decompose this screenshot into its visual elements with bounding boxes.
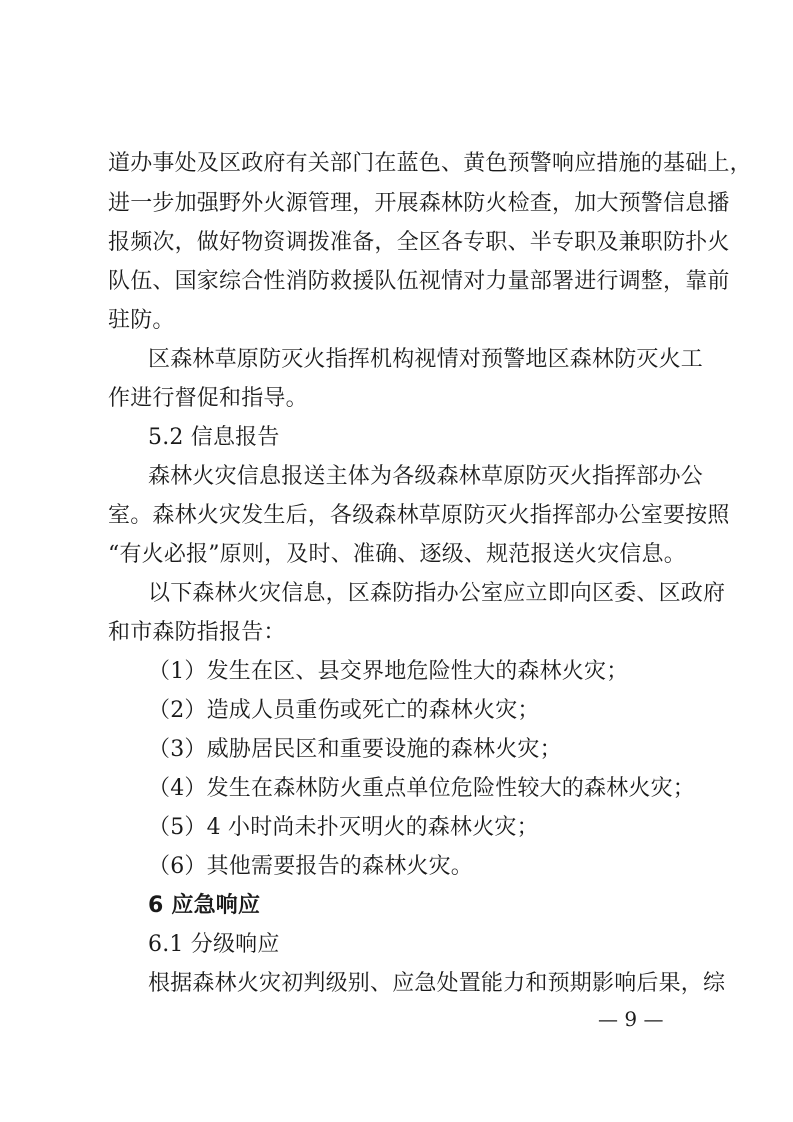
section-heading-6-1: 6.1 分级响应 — [148, 932, 280, 957]
body-text-line: 和市森防指报告： — [108, 620, 286, 645]
paragraph-start-line: 区森林草原防灭火指挥机构视情对预警地区森林防灭火工 — [148, 347, 704, 372]
paragraph-start-line: 森林火灾信息报送主体为各级森林草原防灭火指挥部办公 — [148, 464, 704, 489]
list-item: （1）发生在区、县交界地危险性大的森林火灾； — [148, 659, 629, 684]
section-heading-5-2: 5.2 信息报告 — [148, 425, 280, 450]
list-item: （6）其他需要报告的森林火灾。 — [148, 854, 473, 879]
body-text-line: 进一步加强野外火源管理，开展森林防火检查，加大预警信息播 — [108, 191, 730, 216]
body-text-line: 室。森林火灾发生后，各级森林草原防灭火指挥部办公室要按照 — [108, 503, 730, 528]
body-text-line: 报频次，做好物资调拨准备，全区各专职、半专职及兼职防扑火 — [108, 230, 730, 255]
body-text-line: 道办事处及区政府有关部门在蓝色、黄色预警响应措施的基础上， — [108, 151, 752, 176]
page-number: — 9 — — [598, 1007, 664, 1031]
list-item: （2）造成人员重伤或死亡的森林火灾； — [148, 698, 540, 723]
paragraph-start-line: 以下森林火灾信息，区森防指办公室应立即向区委、区政府 — [148, 581, 726, 606]
section-heading-6: 6 应急响应 — [148, 893, 261, 918]
list-item: （3）威胁居民区和重要设施的森林火灾； — [148, 737, 562, 762]
list-item: （4）发生在森林防火重点单位危险性较大的森林火灾； — [148, 776, 695, 801]
body-text-line: 队伍、国家综合性消防救援队伍视情对力量部署进行调整，靠前 — [108, 269, 730, 294]
body-text-line: “有火必报”原则，及时、准确、逐级、规范报送火灾信息。 — [108, 542, 686, 567]
body-text-line: 作进行督促和指导。 — [108, 386, 308, 411]
body-text-line: 驻防。 — [108, 308, 175, 333]
list-item: （5）4 小时尚未扑灭明火的森林火灾； — [148, 815, 539, 840]
paragraph-start-line: 根据森林火灾初判级别、应急处置能力和预期影响后果，综 — [148, 971, 726, 996]
